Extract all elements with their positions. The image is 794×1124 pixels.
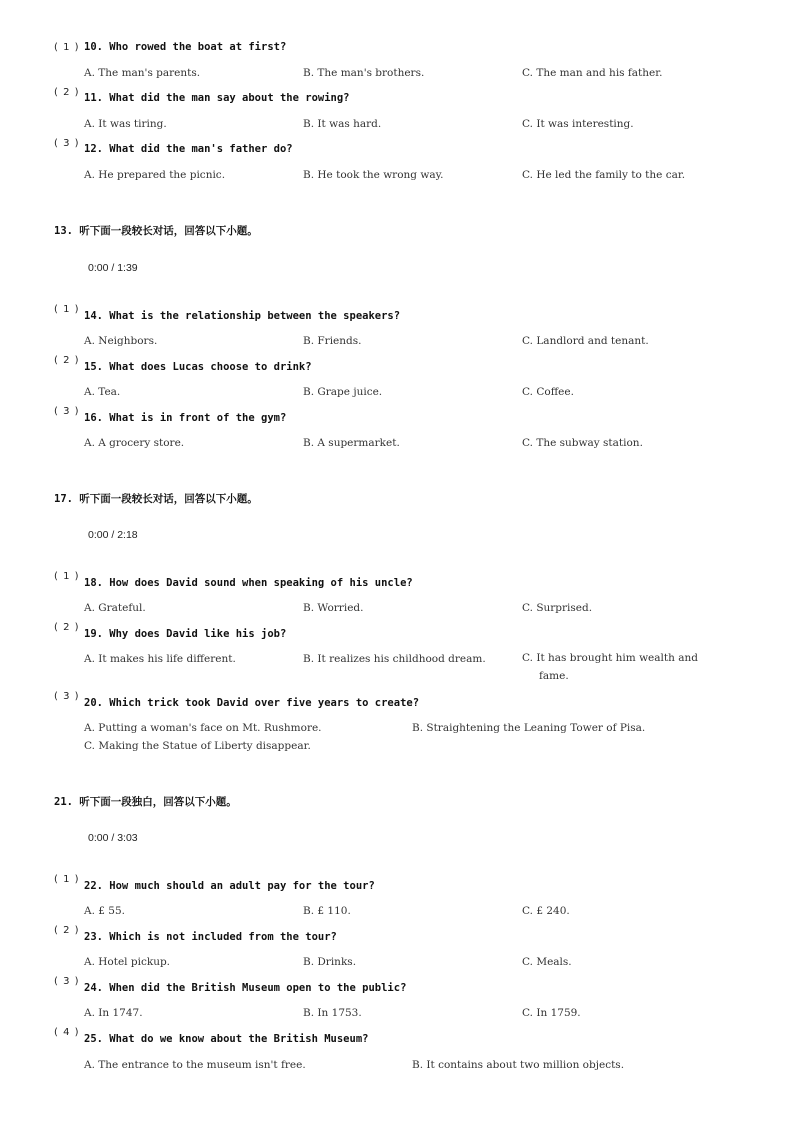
option-b[interactable]: B. It was hard. (303, 118, 382, 130)
option-c[interactable]: C. Coffee. (522, 386, 574, 398)
question-text: 20. Which trick took David over five years to create? (84, 697, 420, 709)
option-c[interactable]: C. £ 240. (522, 905, 570, 917)
question-text: 19. Why does David like his job? (84, 628, 287, 640)
question-text: 24. When did the British Museum open to the public? (84, 982, 407, 994)
option-c[interactable]: C. The subway station. (522, 437, 643, 449)
option-a[interactable]: A. Hotel pickup. (84, 956, 171, 968)
question-text: 15. What does Lucas choose to drink? (84, 361, 312, 373)
option-b[interactable]: B. £ 110. (303, 905, 351, 917)
question-number: ( 1 ) (54, 571, 80, 582)
question-text: 10. Who rowed the boat at first? (84, 41, 287, 53)
option-a[interactable]: A. A grocery store. (84, 437, 185, 449)
question-number: ( 3 ) (54, 406, 80, 417)
section-title: 13. 听下面一段较长对话，回答以下小题。 (54, 225, 258, 237)
option-b[interactable]: B. In 1753. (303, 1007, 362, 1019)
option-a[interactable]: A. £ 55. (84, 905, 125, 917)
option-c[interactable]: C. In 1759. (522, 1007, 581, 1019)
option-a[interactable]: A. The entrance to the museum isn't free. (84, 1059, 306, 1071)
option-b[interactable]: B. He took the wrong way. (303, 169, 444, 181)
section-title: 21. 听下面一段独白，回答以下小题。 (54, 796, 237, 808)
option-c[interactable]: C. He led the family to the car. (522, 169, 686, 181)
question-number: ( 1 ) (54, 304, 80, 315)
question-number: ( 3 ) (54, 138, 80, 149)
option-c-text: C. It has brought him wealth and fame. (522, 652, 698, 682)
option-c[interactable]: C. Surprised. (522, 602, 593, 614)
question-number: ( 2 ) (54, 355, 80, 366)
option-b[interactable]: B. Grape juice. (303, 386, 383, 398)
option-c[interactable]: C. The man and his father. (522, 67, 663, 79)
question-text: 18. How does David sound when speaking of his uncle? (84, 577, 413, 589)
question-number: ( 3 ) (54, 976, 80, 987)
question-text: 14. What is the relationship between the speakers? (84, 310, 401, 322)
audio-player-time[interactable]: 0:00 / 2:18 (88, 529, 138, 541)
option-b[interactable]: B. Worried. (303, 602, 364, 614)
option-c[interactable]: C. Meals. (522, 956, 572, 968)
option-a[interactable]: A. In 1747. (84, 1007, 143, 1019)
question-text: 11. What did the man say about the rowing? (84, 92, 350, 104)
question-text: 22. How much should an adult pay for the tour? (84, 880, 375, 892)
audio-player-time[interactable]: 0:00 / 3:03 (88, 832, 138, 844)
option-a[interactable]: A. Tea. (84, 386, 121, 398)
question-number: ( 1 ) (54, 874, 80, 885)
option-c[interactable]: C. Landlord and tenant. (522, 335, 649, 347)
option-a[interactable]: A. It makes his life different. (84, 653, 236, 665)
question-number: ( 2 ) (54, 622, 80, 633)
option-a[interactable]: A. It was tiring. (84, 118, 167, 130)
option-a[interactable]: A. Neighbors. (84, 335, 158, 347)
option-a[interactable]: A. Grateful. (84, 602, 146, 614)
section-title: 17. 听下面一段较长对话，回答以下小题。 (54, 493, 258, 505)
option-a[interactable]: A. He prepared the picnic. (84, 169, 226, 181)
audio-player-time[interactable]: 0:00 / 1:39 (88, 262, 138, 274)
question-number: ( 2 ) (54, 925, 80, 936)
question-text: 16. What is in front of the gym? (84, 412, 287, 424)
question-text: 12. What did the man's father do? (84, 143, 293, 155)
option-a[interactable]: A. The man's parents. (84, 67, 201, 79)
option-c[interactable]: C. Making the Statue of Liberty disappear. (84, 740, 311, 752)
option-b[interactable]: B. Straightening the Leaning Tower of Pisa. (412, 722, 646, 734)
option-b[interactable]: B. It contains about two million objects. (412, 1059, 625, 1071)
option-b[interactable]: B. Friends. (303, 335, 362, 347)
option-a[interactable]: A. Putting a woman's face on Mt. Rushmore. (84, 722, 322, 734)
option-b[interactable]: B. The man's brothers. (303, 67, 425, 79)
option-c[interactable]: C. It was interesting. (522, 118, 634, 130)
option-c[interactable] (522, 649, 718, 685)
question-number: ( 4 ) (54, 1027, 80, 1038)
question-number: ( 3 ) (54, 691, 80, 702)
option-b[interactable]: B. A supermarket. (303, 437, 400, 449)
question-number: ( 1 ) (54, 42, 80, 53)
option-b[interactable]: B. Drinks. (303, 956, 357, 968)
option-b[interactable]: B. It realizes his childhood dream. (303, 653, 486, 665)
question-text: 25. What do we know about the British Museum? (84, 1033, 369, 1045)
question-text: 23. Which is not included from the tour? (84, 931, 337, 943)
question-number: ( 2 ) (54, 87, 80, 98)
